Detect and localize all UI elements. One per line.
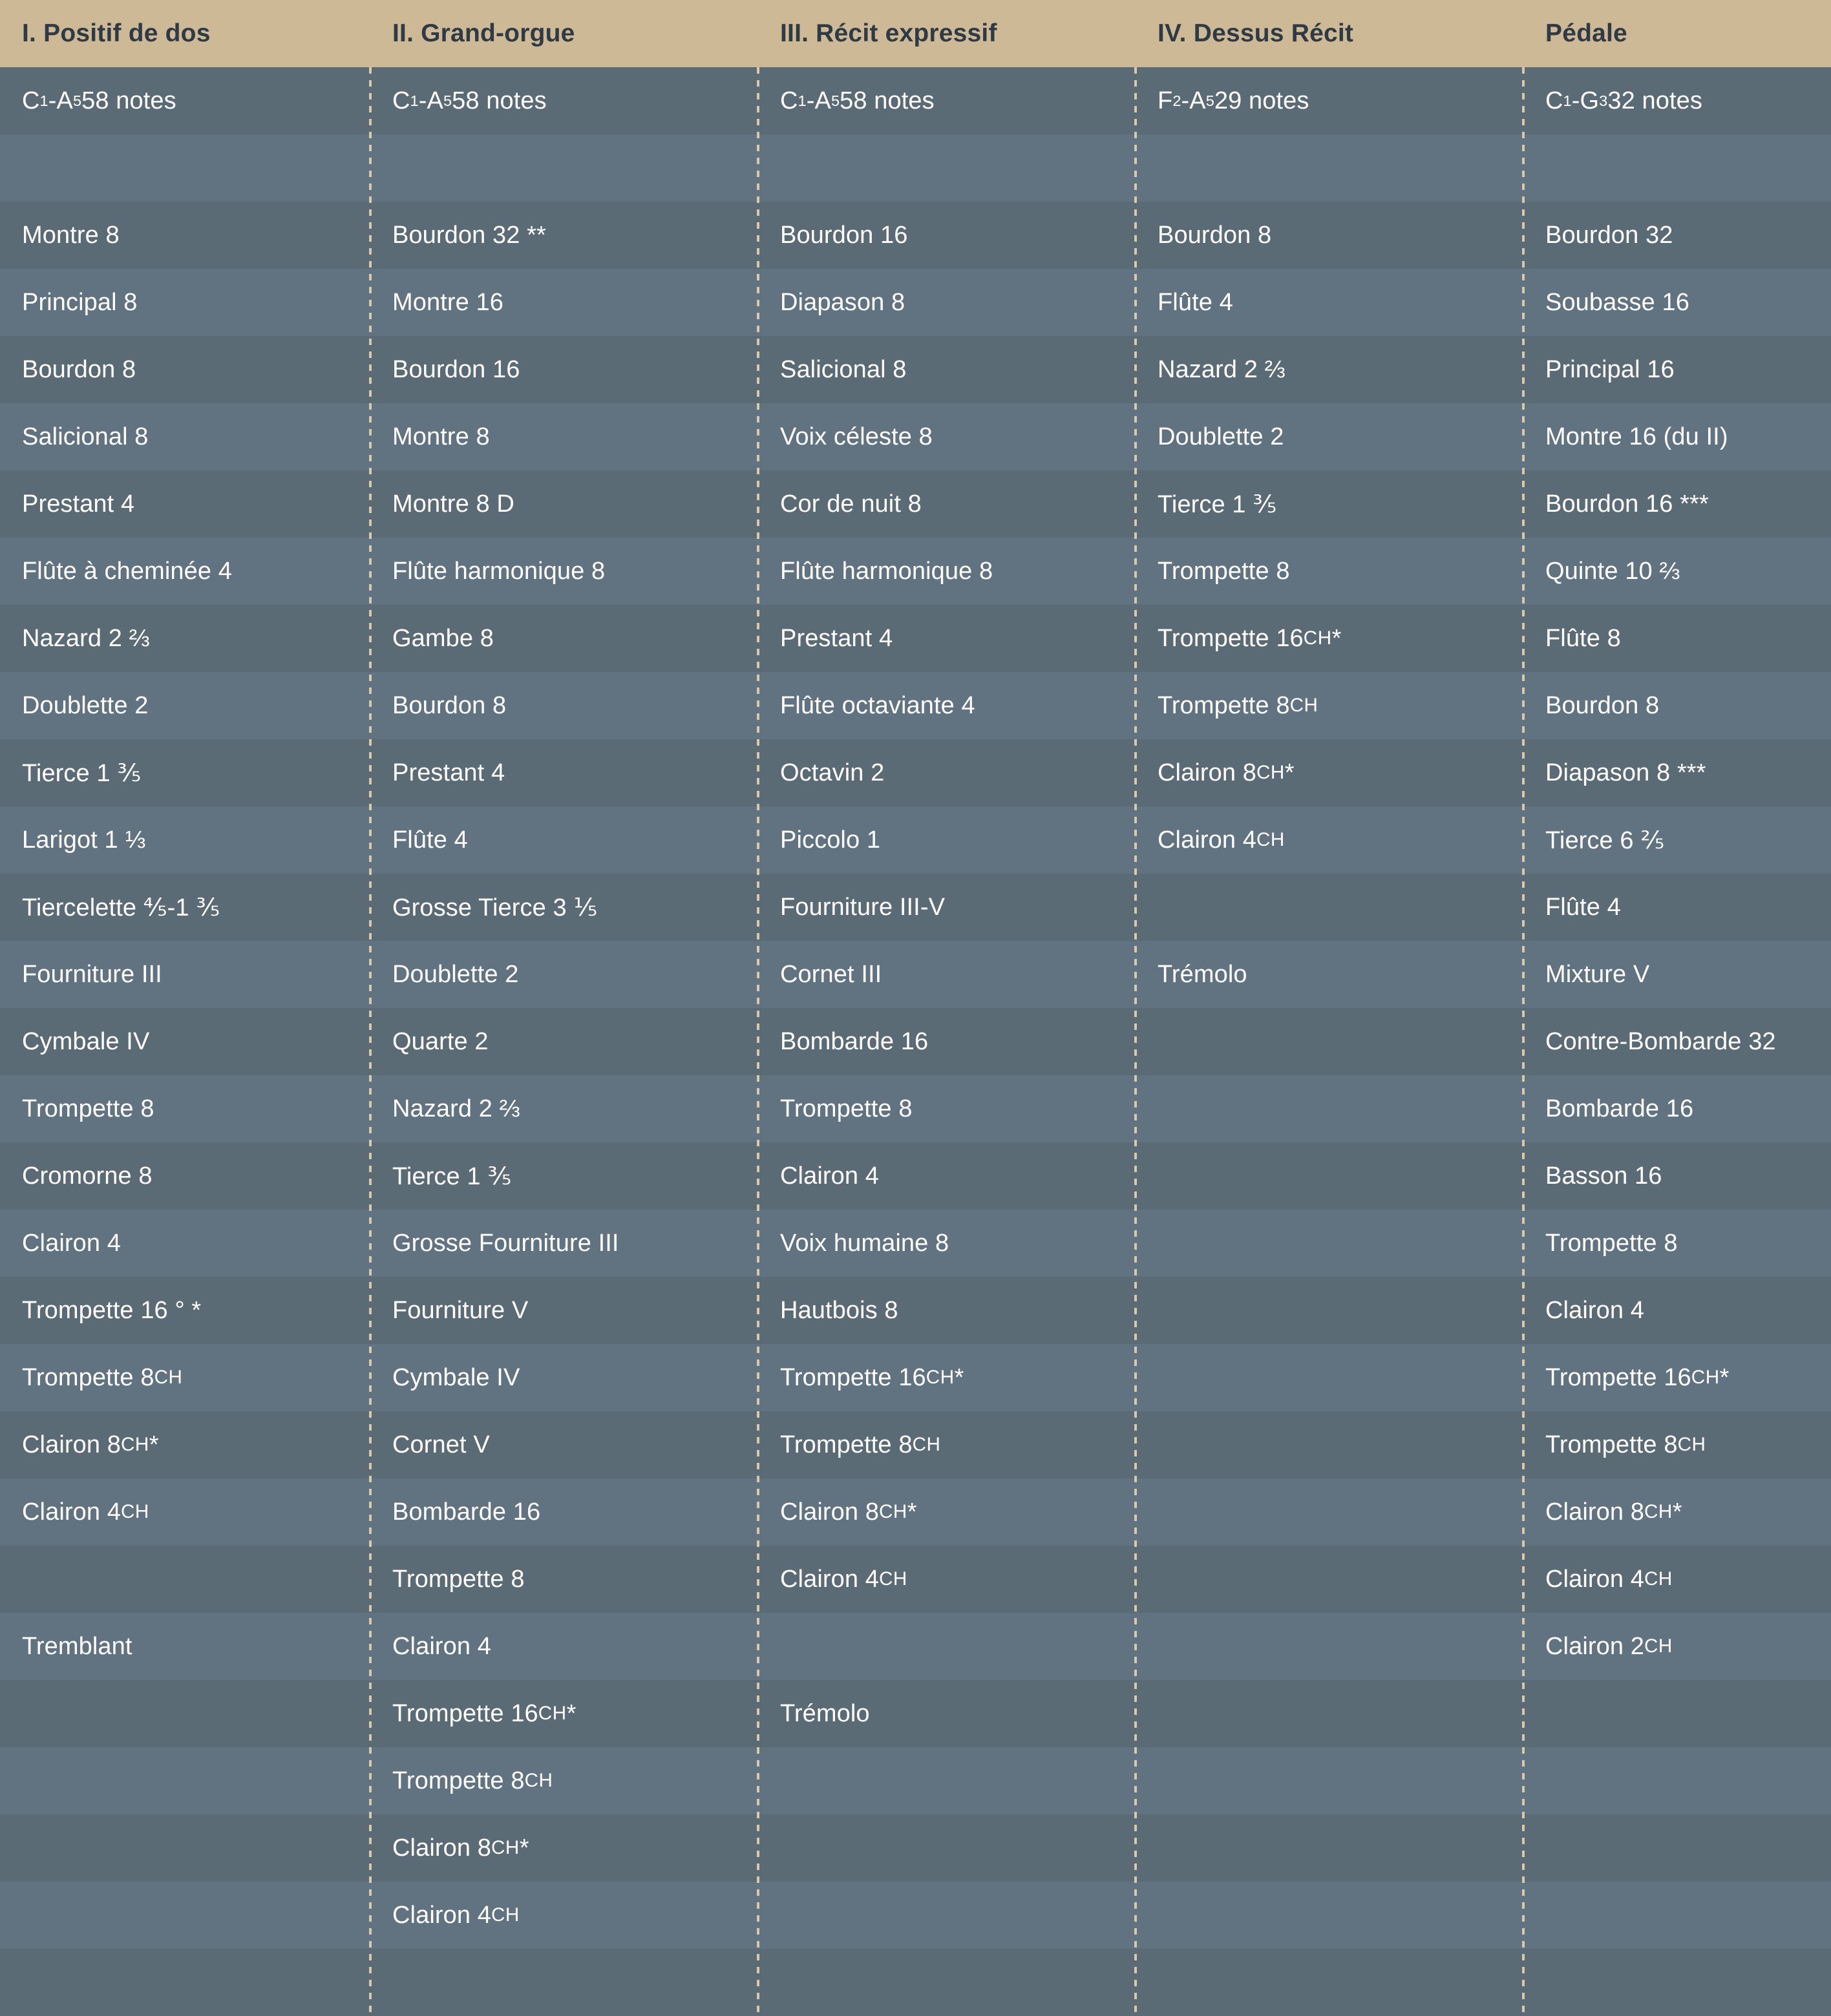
stop-cell: Trompette 8 CH (370, 1747, 758, 1814)
stop-cell-empty (1136, 1814, 1523, 1882)
stoplist-column (758, 0, 1136, 2016)
stop-cell: Principal 16 (1545, 355, 1675, 383)
stop-cell-empty (1523, 1680, 1831, 1747)
stop-cell: Trompette 8 (0, 1075, 370, 1142)
stop-cell-empty (1523, 1882, 1831, 1949)
stop-cell-empty (1136, 1344, 1523, 1411)
stop-cell: Bombarde 16 (780, 1027, 929, 1055)
stop-cell-empty (370, 134, 758, 202)
stop-cell: Trompette 8 (1136, 538, 1523, 605)
stop-cell: Principal 8 (0, 269, 370, 336)
stop-cell: Cymbale IV (370, 1344, 758, 1411)
stop-cell-empty (1136, 1277, 1523, 1344)
stop-cell-empty (0, 1747, 370, 1814)
stop-cell: Cymbale IV (22, 1027, 150, 1055)
stop-cell: Clairon 8 CH * (22, 1431, 159, 1458)
column-header: IV. Dessus Récit (1136, 0, 1523, 67)
column-header: I. Positif de dos (0, 0, 370, 67)
stop-cell: Bombarde 16 (1523, 1075, 1831, 1142)
stop-cell: Gambe 8 (392, 624, 494, 652)
stop-cell: Tremblant (0, 1613, 370, 1680)
stop-cell: Doublette 2 (370, 941, 758, 1008)
stop-cell: Diapason 8 (758, 269, 1136, 336)
stop-cell: Nazard 2 ⅔ (1158, 355, 1286, 383)
stop-cell-empty (1136, 1142, 1523, 1210)
stop-cell-empty (758, 1747, 1136, 1814)
stop-cell-empty (1523, 1747, 1831, 1814)
stop-cell: Clairon 8 CH * (1523, 1478, 1831, 1546)
stop-cell: Bourdon 32 ** (392, 221, 546, 249)
column-header: Pédale (1523, 0, 1831, 67)
stop-cell: Bourdon 8 (1523, 672, 1831, 739)
stop-cell: Tierce 1 ⅗ (1158, 490, 1277, 518)
stop-cell: Doublette 2 (0, 672, 370, 739)
stop-cell-empty (1136, 1478, 1523, 1546)
stop-cell: Bombarde 16 (370, 1478, 758, 1546)
stop-cell: Quarte 2 (392, 1027, 489, 1055)
stop-cell: Trompette 8 CH (1545, 1431, 1706, 1458)
stop-cell: Nazard 2 ⅔ (22, 624, 150, 652)
stoplist-column (1136, 0, 1523, 2016)
stop-cell: Doublette 2 (1136, 403, 1523, 470)
stop-cell: Clairon 8 CH * (392, 1834, 529, 1862)
stop-cell: Clairon 4 (780, 1162, 879, 1190)
stop-cell: Bourdon 16 (392, 355, 520, 383)
stop-cell: Clairon 4 CH (370, 1882, 758, 1949)
stop-cell: Salicional 8 (780, 355, 907, 383)
stop-cell: Trompette 16 CH * (1523, 1344, 1831, 1411)
stop-cell: Clairon 8 CH * (758, 1478, 1136, 1546)
stoplist-column (1523, 0, 1831, 2016)
stop-cell-empty (1136, 1613, 1523, 1680)
stop-cell: Contre-Bombarde 32 (1545, 1027, 1776, 1055)
stop-cell-empty (0, 1949, 370, 2016)
stop-cell: Larigot 1 ⅓ (0, 806, 370, 874)
stop-cell: Clairon 4 CH (1545, 1565, 1673, 1593)
stop-cell: Tierce 6 ⅖ (1523, 806, 1831, 874)
stop-cell: Montre 16 (370, 269, 758, 336)
stop-cell: Prestant 4 (780, 624, 893, 652)
stop-cell: Cromorne 8 (22, 1162, 153, 1190)
stop-cell: Prestant 4 (392, 759, 505, 786)
stop-cell: Tiercelette ⅘-1 ⅗ (22, 894, 220, 921)
stop-cell-empty (1136, 1949, 1523, 2016)
stop-cell: Clairon 4 CH (1136, 806, 1523, 874)
stop-cell: Flûte à cheminée 4 (0, 538, 370, 605)
stop-cell: Nazard 2 ⅔ (370, 1075, 758, 1142)
stop-cell: Flûte harmonique 8 (370, 538, 758, 605)
stop-cell: Bourdon 16 *** (1545, 490, 1709, 518)
stop-cell-empty (0, 1546, 370, 1613)
stop-cell: Clairon 2 CH (1523, 1613, 1831, 1680)
stop-cell-empty (1136, 1075, 1523, 1142)
stop-cell: Bourdon 32 (1545, 221, 1673, 249)
stop-cell: Mixture V (1523, 941, 1831, 1008)
stop-cell-empty (0, 134, 370, 202)
stop-cell: Diapason 8 *** (1545, 759, 1706, 786)
stop-cell: Prestant 4 (22, 490, 135, 518)
stop-cell-empty (370, 1949, 758, 2016)
stop-cell-empty (758, 1814, 1136, 1882)
stop-cell: Fourniture III (0, 941, 370, 1008)
stop-cell: Voix humaine 8 (758, 1210, 1136, 1277)
stop-cell: Flûte octaviante 4 (758, 672, 1136, 739)
stoplist-column (370, 0, 758, 2016)
stop-cell: Flûte 4 (370, 806, 758, 874)
column-compass: C 1 -A 5 58 notes (780, 87, 935, 114)
stop-cell: Tierce 1 ⅗ (392, 1162, 512, 1190)
column-compass: F 2 -A 5 29 notes (1158, 87, 1309, 114)
stop-cell: Cornet III (758, 941, 1136, 1008)
column-header: III. Récit expressif (758, 0, 1136, 67)
stop-cell: Bourdon 8 (22, 355, 136, 383)
stop-cell: Trompette 8 (392, 1565, 525, 1593)
stop-cell: Trémolo (1136, 941, 1523, 1008)
stop-cell: Bourdon 8 (1158, 221, 1272, 249)
stop-cell: Octavin 2 (780, 759, 885, 786)
stop-cell: Trompette 16 ° * (22, 1296, 202, 1324)
stop-cell-empty (0, 1680, 370, 1747)
column-compass: C 1 -G 3 32 notes (1545, 87, 1702, 114)
stop-cell-empty (1136, 1411, 1523, 1478)
stop-cell: Soubasse 16 (1523, 269, 1831, 336)
stop-cell: Trompette 16 CH * (1158, 624, 1342, 652)
stop-cell: Hautbois 8 (780, 1296, 898, 1324)
stop-cell: Tierce 1 ⅗ (22, 759, 142, 787)
stop-cell-empty (758, 1882, 1136, 1949)
stop-cell: Clairon 4 (1545, 1296, 1644, 1324)
stop-cell-empty (1136, 874, 1523, 941)
stop-cell: Trompette 16 CH * (392, 1699, 577, 1727)
stop-cell: Montre 8 (22, 221, 120, 249)
stop-cell: Trompette 16 CH * (758, 1344, 1136, 1411)
stop-cell-empty (1136, 1680, 1523, 1747)
stop-cell: Fourniture V (392, 1296, 529, 1324)
column-header: II. Grand-orgue (370, 0, 758, 67)
stop-cell: Cornet V (392, 1431, 490, 1458)
stop-cell: Quinte 10 ⅔ (1523, 538, 1831, 605)
stop-cell: Salicional 8 (0, 403, 370, 470)
stop-cell: Clairon 4 (0, 1210, 370, 1277)
stop-cell: Flûte 4 (1545, 893, 1621, 921)
stop-cell: Grosse Fourniture III (370, 1210, 758, 1277)
stop-cell-empty (758, 1613, 1136, 1680)
stop-cell: Trompette 8 CH (780, 1431, 941, 1458)
stop-cell: Clairon 4 (370, 1613, 758, 1680)
stop-cell: Grosse Tierce 3 ⅕ (392, 894, 598, 921)
stop-cell-empty (1136, 1008, 1523, 1075)
stop-cell-empty (0, 1814, 370, 1882)
stop-cell: Basson 16 (1545, 1162, 1662, 1190)
stop-cell: Bourdon 8 (370, 672, 758, 739)
stop-cell: Clairon 8 CH * (1158, 759, 1295, 786)
stop-cell: Fourniture III-V (780, 893, 946, 921)
stop-cell: Trompette 8 (758, 1075, 1136, 1142)
stop-cell-empty (1523, 134, 1831, 202)
stop-cell: Trompette 8 (1523, 1210, 1831, 1277)
stop-cell: Montre 8 (370, 403, 758, 470)
stop-cell-empty (1136, 134, 1523, 202)
stop-cell-empty (1136, 1882, 1523, 1949)
stop-cell-empty (1136, 1747, 1523, 1814)
stop-cell: Flûte 4 (1136, 269, 1523, 336)
stop-cell-empty (758, 1949, 1136, 2016)
stop-cell: Montre 8 D (392, 490, 514, 518)
stop-cell: Trémolo (780, 1699, 870, 1727)
stop-cell-empty (1136, 1546, 1523, 1613)
stop-cell-empty (1136, 1210, 1523, 1277)
stop-cell-empty (1523, 1949, 1831, 2016)
stop-cell-empty (758, 134, 1136, 202)
column-compass: C 1 -A 5 58 notes (392, 87, 547, 114)
stop-cell: Trompette 8 CH (0, 1344, 370, 1411)
stop-cell-empty (0, 1882, 370, 1949)
stop-cell-empty (1523, 1814, 1831, 1882)
stop-cell: Cor de nuit 8 (780, 490, 922, 518)
stoplist-column (0, 0, 370, 2016)
stop-cell: Voix céleste 8 (758, 403, 1136, 470)
stop-cell: Flûte 8 (1545, 624, 1621, 652)
stop-cell: Piccolo 1 (758, 806, 1136, 874)
stop-cell: Clairon 4 CH (780, 1565, 907, 1593)
stop-cell: Trompette 8 CH (1136, 672, 1523, 739)
stop-cell: Flûte harmonique 8 (758, 538, 1136, 605)
stop-cell: Bourdon 16 (780, 221, 908, 249)
column-compass: C 1 -A 5 58 notes (22, 87, 176, 114)
stop-cell: Montre 16 (du II) (1523, 403, 1831, 470)
stop-cell: Clairon 4 CH (0, 1478, 370, 1546)
